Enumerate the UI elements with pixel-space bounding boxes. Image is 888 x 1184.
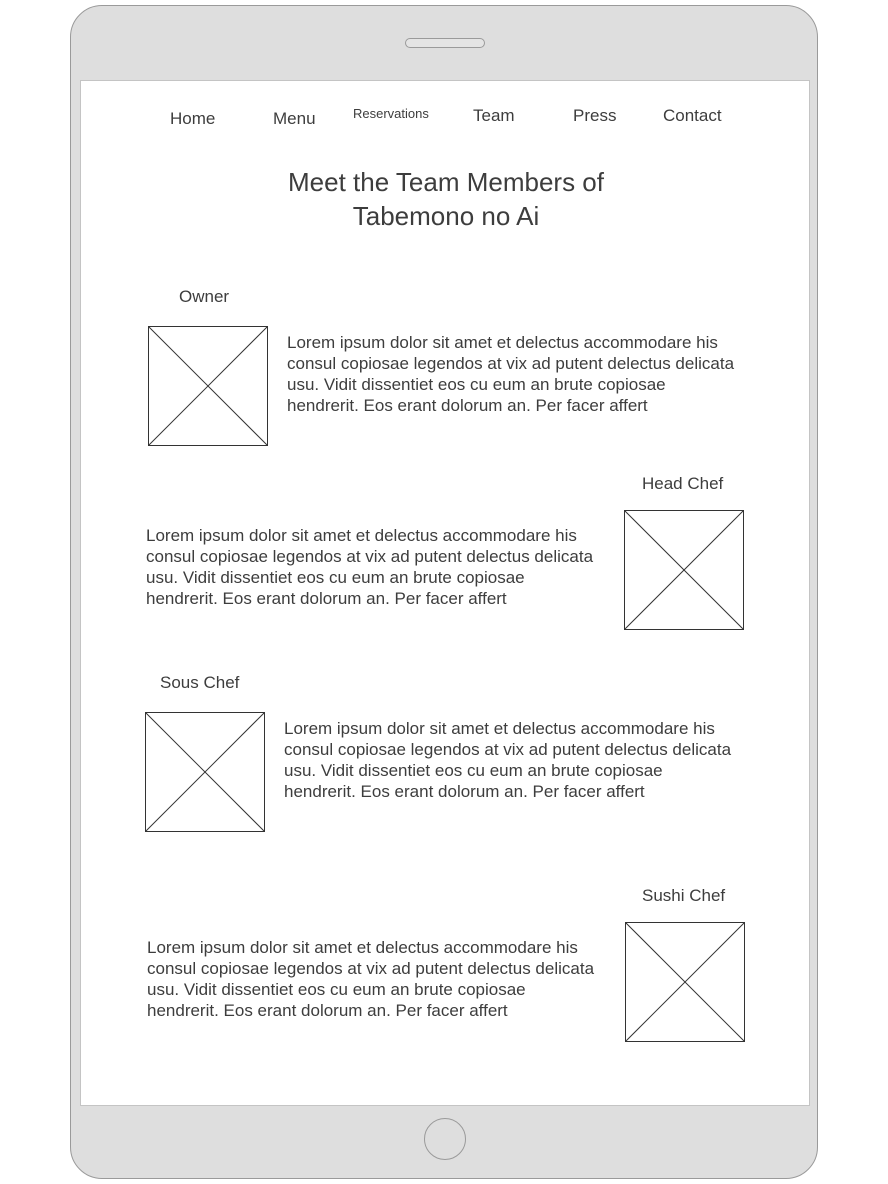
owner-bio: Lorem ipsum dolor sit amet et delectus accommodare his consul copiosae legendos at vix ad putent delectus delicata usu. Vidit dissentiet eos cu eum an brute copiosae hendrerit. Eos erant dolorum an. Per facer affert [287,333,735,415]
page-title-line1: Meet the Team Members of [288,167,604,197]
image-placeholder-icon [146,713,264,831]
page-title-line2: Tabemono no Ai [352,201,540,231]
page-title [231,165,661,233]
nav-reservations[interactable]: Reservations [353,106,429,121]
screen [80,80,810,1106]
speaker-slot [405,38,485,48]
sushi-chef-bio: Lorem ipsum dolor sit amet et delectus accommodare his consul copiosae legendos at vix ad putent delectus delicata usu. Vidit dissentiet eos cu eum an brute copiosae hendrerit. Eos erant dolorum an. Per facer affert [147,938,595,1020]
nav-menu[interactable]: Menu [273,109,316,128]
sushi-chef-role-label: Sushi Chef [642,886,726,905]
nav-press[interactable]: Press [573,106,617,125]
sous-chef-bio: Lorem ipsum dolor sit amet et delectus accommodare his consul copiosae legendos at vix ad putent delectus delicata usu. Vidit dissentiet eos cu eum an brute copiosae hendrerit. Eos erant dolorum an. Per facer affert [284,719,732,801]
owner-role-label: Owner [179,287,230,306]
nav-contact[interactable]: Contact [663,106,722,125]
owner-photo [148,326,268,446]
nav-team[interactable]: Team [473,106,515,125]
image-placeholder-icon [626,923,744,1041]
home-hardware-button[interactable] [424,1118,466,1160]
nav-home[interactable]: Home [170,109,216,128]
image-placeholder-icon [625,511,743,629]
head-chef-photo [624,510,744,630]
image-placeholder-icon [149,327,267,445]
sous-chef-photo [145,712,265,832]
sushi-chef-photo [625,922,745,1042]
sous-chef-role-label: Sous Chef [160,673,240,692]
head-chef-bio: Lorem ipsum dolor sit amet et delectus accommodare his consul copiosae legendos at vix ad putent delectus delicata usu. Vidit dissentiet eos cu eum an brute copiosae hendrerit. Eos erant dolorum an. Per facer affert [146,526,594,608]
head-chef-role-label: Head Chef [642,474,724,493]
